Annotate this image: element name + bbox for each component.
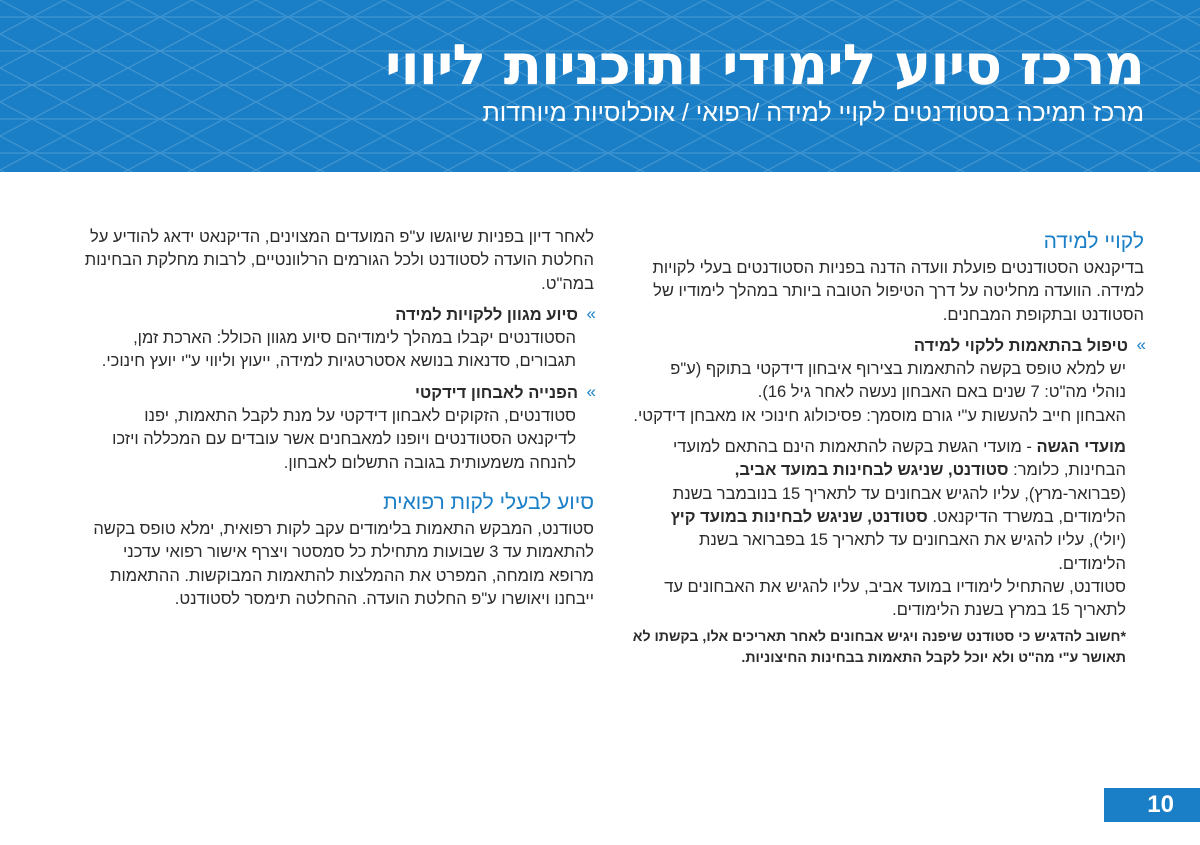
bullet-body: הסטודנטים יקבלו במהלך לימודיהם סיוע מגוון הכולל: הארכת זמן, תגבורים, סדנאות בנושא אסטרטגיות למידה, ייעוץ וליווי ע"י יועץ חינוכי. xyxy=(101,329,576,371)
right-column xyxy=(632,228,1144,669)
submission-deadlines xyxy=(632,436,1126,576)
bullet-body: סטודנטים, הזקוקים לאבחון דידקטי על מנת לקבל התאמות, יפנו לדיקנאט הסטודנטים ויופנו למאבחנים אשר עובדים עם המכללה ויזכו להנחה משמעותית בגובה התשלום לאבחון. xyxy=(112,407,576,472)
bullet-marker-icon: » xyxy=(1136,334,1146,354)
page-subtitle: מרכז תמיכה בסטודנטים לקויי למידה /רפואי / אוכלוסיות מיוחדות xyxy=(482,99,1144,127)
deadlines-label: מועדי הגשה xyxy=(1036,438,1126,457)
accommodations-text-1: יש למלא טופס בקשה להתאמות בצירוף איבחון דידקטי בתוקף (ע"פ נוהלי מה"ט: 7 שנים באם האבחון נעשה לאחר גיל 16). xyxy=(670,360,1126,402)
important-note: *חשוב להדגיש כי סטודנט שיפנה ויגיש אבחונים לאחר תאריכים אלו, בקשתו לא תאושר ע"י מה"ט ולא יוכל לקבל התאמות בבחינות החיצוניות. xyxy=(632,629,1126,667)
spring-exam-bold: סטודנט, שניגש לבחינות במועד אביב, xyxy=(734,461,1009,480)
bullet-accommodations xyxy=(632,335,1144,670)
page-number-box xyxy=(1104,788,1200,822)
section-heading-medical: סיוע לבעלי לקות רפואית xyxy=(383,490,594,514)
bullet-title: הפנייה לאבחון דידקטי xyxy=(414,383,578,402)
deadlines-text-2: (פברואר-מרץ), עליו להגיש אבחונים עד לתאריך 15 בנובמבר בשנת הלימודים, במשרד הדיקנאט. xyxy=(672,484,1126,526)
page-title: מרכז סיוע לימודי ותוכניות ליווי xyxy=(384,33,1144,98)
section-heading-learning-disabilities: לקויי למידה xyxy=(1043,230,1144,253)
spring-start-text: סטודנט, שהתחיל לימודיו במועד אביב, עליו להגיש את האבחונים עד לתאריך 15 במרץ בשנת הלימודים. xyxy=(664,577,1126,620)
deadlines-text-1: - מועדי הגשת בקשה להתאמות הינם בהתאם למועדי הבחינות, כלומר: xyxy=(673,438,1126,480)
page-number: 10 xyxy=(1147,791,1174,818)
bullet-title: סיוע מגוון ללקויות למידה xyxy=(395,305,578,324)
bullet-marker-icon: » xyxy=(586,381,596,401)
bullet-varied-support xyxy=(84,304,594,374)
bullet-didactic-referral xyxy=(84,382,594,475)
medical-text: סטודנט, המבקש התאמות בלימודים עקב לקות רפואית, ימלא טופס בקשה להתאמות עד 3 שבועות מתחילת כל סמסטר ויצרף אישור רפואי עדכני מרופא מומחה, המפרט את ההמלצות להתאמות המבוקשות. ההתאמות ייבחנו ויאושרו ע"פ החלטת הועדה. ההחלטה תימסר לסטודנט. xyxy=(93,519,594,608)
committee-decision-text: לאחר דיון בפניות שיוגשו ע"פ המועדים המצוינים, הדיקנאט ידאג להודיע על החלטת הועדה לסטודנט ולכל הגורמים הרלוונטיים, לרבות מחלקת הבחינות במה"ט. xyxy=(84,228,594,293)
bullet-title: טיפול בהתאמות ללקוי למידה xyxy=(913,336,1128,355)
learning-disabilities-intro: בדיקנאט הסטודנטים פועלת וועדה הדנה בפניות הסטודנטים בעלי לקויות למידה. הוועדה מחליטה על דרך הטיפול הטובה ביותר במהלך לימודיו של הסטודנט ובתקופת המבחנים. xyxy=(652,259,1144,324)
accommodations-text-2: האבחון חייב להעשות ע"י גורם מוסמך: פסיכולוג חינוכי או מאבחן דידקטי. xyxy=(633,406,1126,425)
bullet-marker-icon: » xyxy=(586,303,596,323)
deadlines-text-3: (יולי), עליו להגיש את האבחונים עד לתאריך 15 בפברואר בשנת הלימודים. xyxy=(698,531,1126,573)
summer-exam-bold: סטודנט, שניגש לבחינות במועד קיץ xyxy=(670,507,928,526)
left-column xyxy=(84,226,594,611)
page-header xyxy=(0,0,1200,172)
bullet-body xyxy=(632,358,1126,669)
